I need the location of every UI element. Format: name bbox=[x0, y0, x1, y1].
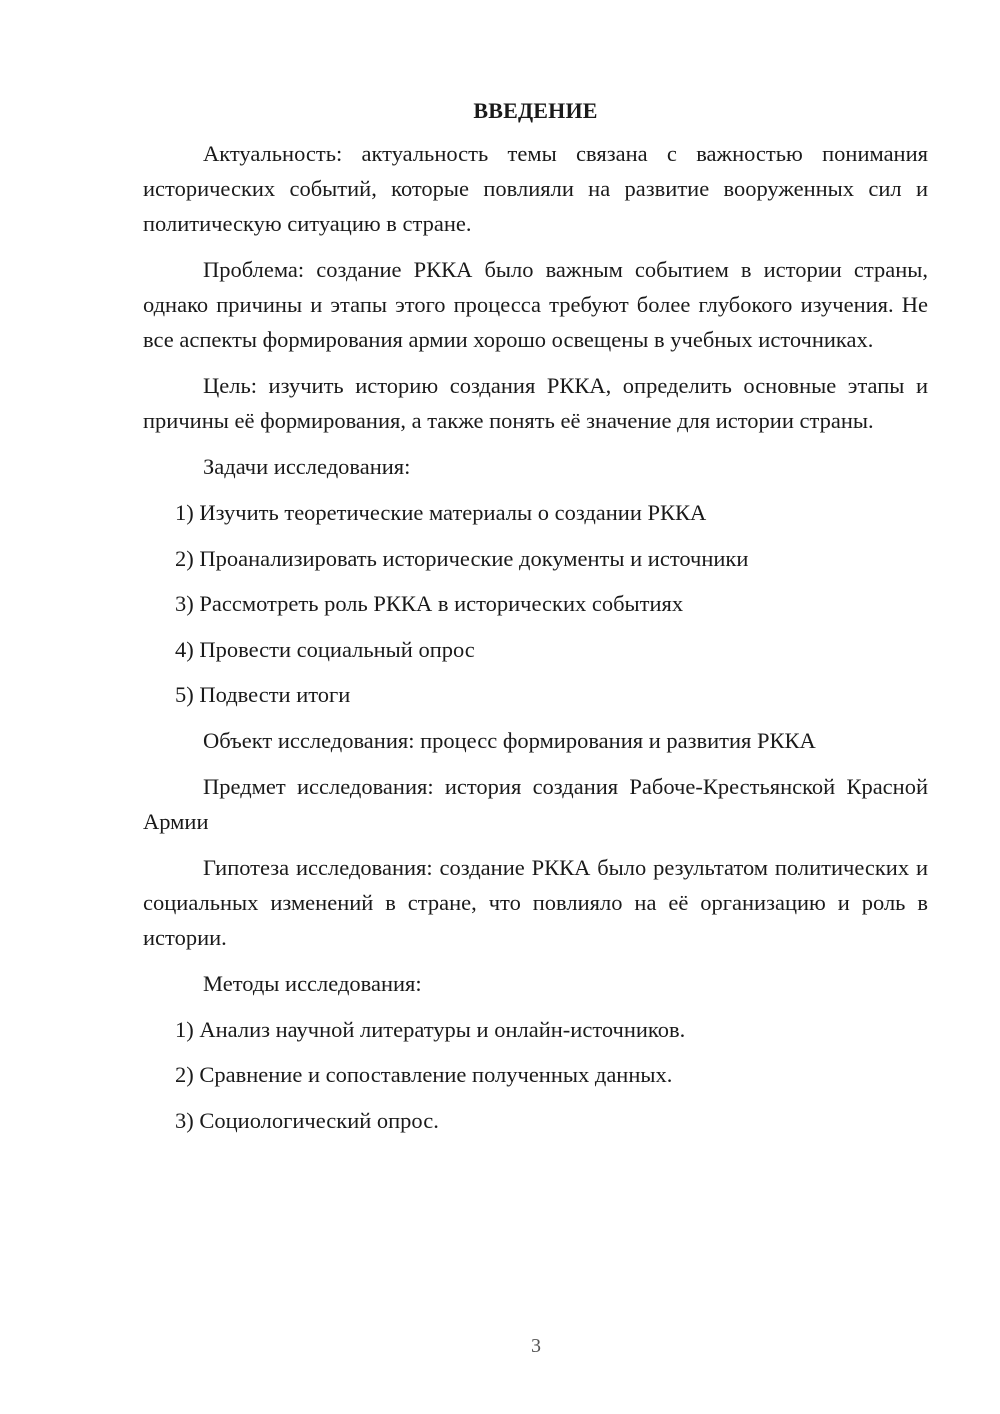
object-paragraph: Объект исследования: процесс формирования и развития РККА bbox=[203, 727, 816, 753]
methods-list bbox=[143, 1012, 928, 1138]
problem-paragraph: Проблема: создание РККА было важным событием в истории страны, однако причины и этапы этого процесса требуют более глубокого изучения. Не все аспекты формирования армии хорошо освещены в учебных источниках. bbox=[143, 257, 928, 352]
list-item: 1) Изучить теоретические материалы о создании РККА bbox=[175, 500, 707, 525]
list-item: 5) Подвести итоги bbox=[175, 682, 351, 707]
list-item: 4) Провести социальный опрос bbox=[175, 636, 475, 662]
page-number: 3 bbox=[531, 1335, 541, 1357]
subject-paragraph: Предмет исследования: история создания Рабоче-Крестьянской Красной Армии bbox=[143, 773, 928, 834]
list-item: 1) Анализ научной литературы и онлайн-источников. bbox=[175, 1016, 686, 1042]
tasks-list bbox=[143, 495, 928, 712]
page-content bbox=[143, 94, 928, 1148]
list-item: 2) Проанализировать исторические документы и источники bbox=[175, 545, 749, 571]
hypothesis-paragraph: Гипотеза исследования: создание РККА было результатом политических и социальных изменений в стране, что повлияло на её организацию и роль в истории. bbox=[143, 854, 928, 950]
section-heading: ВВЕДЕНИЕ bbox=[473, 98, 598, 123]
methods-title: Методы исследования: bbox=[203, 970, 422, 996]
goal-paragraph: Цель: изучить историю создания РККА, определить основные этапы и причины её формирования, а также понять её значение для истории страны. bbox=[143, 373, 928, 433]
list-item: 2) Сравнение и сопоставление полученных данных. bbox=[175, 1062, 673, 1087]
tasks-title: Задачи исследования: bbox=[203, 454, 411, 479]
actuality-paragraph: Актуальность: актуальность темы связана с важностью понимания исторических событий, которые повлияли на развитие вооруженных сил и политическую ситуацию в стране. bbox=[143, 141, 928, 236]
list-item: 3) Рассмотреть роль РККА в исторических событиях bbox=[175, 591, 684, 616]
list-item: 3) Социологический опрос. bbox=[175, 1107, 439, 1133]
